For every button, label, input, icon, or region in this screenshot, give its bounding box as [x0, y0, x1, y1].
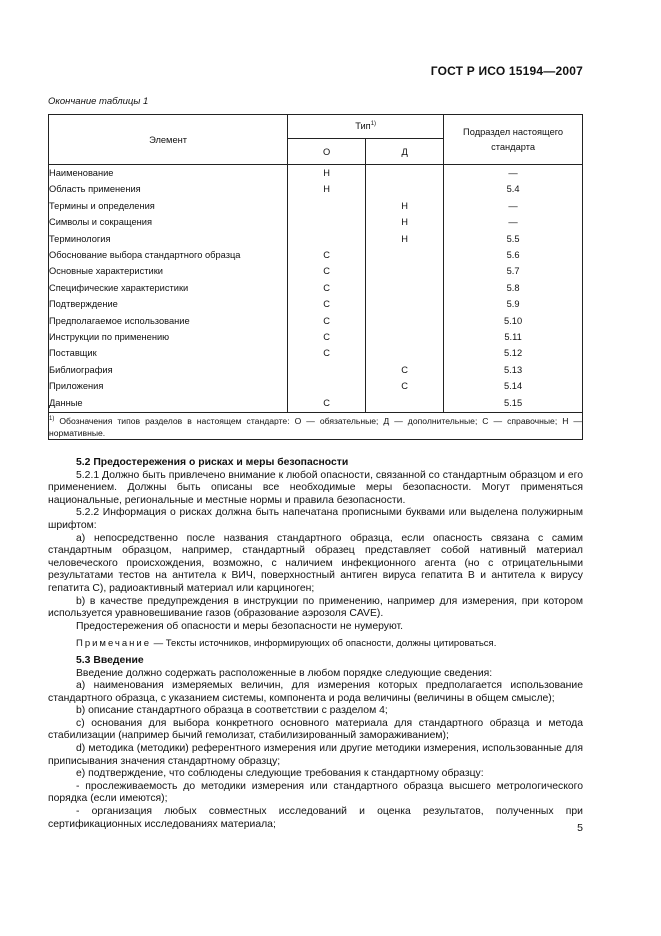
table-caption: Окончание таблицы 1	[48, 96, 149, 107]
table-row	[49, 247, 583, 263]
paragraph-5-3-intro: Введение должно содержать расположенные в любом порядке следующие сведения:	[76, 667, 493, 679]
cell-subsection: 5.14	[444, 378, 583, 394]
body-text	[48, 457, 583, 831]
cell-type-o: С	[288, 247, 366, 263]
page-number: 5	[577, 822, 583, 834]
table-header	[49, 115, 583, 165]
table-row	[49, 165, 583, 182]
table-row	[49, 181, 583, 197]
cell-type-o: С	[288, 395, 366, 413]
table-row	[49, 214, 583, 230]
cell-type-d: Н	[366, 231, 444, 247]
list-item-d: d) методика (методики) референтного измерения или другие методики измерения, использованные для приписывания значения стандартному образцу;	[48, 743, 583, 767]
footnote-reference: 1)	[370, 121, 377, 128]
cell-subsection: 5.6	[444, 247, 583, 263]
cell-element: Инструкции по применению	[49, 329, 288, 345]
table-row	[49, 313, 583, 329]
column-header-type: Тип$^{1)}$	[288, 115, 444, 139]
cell-type-d	[366, 345, 444, 361]
column-header-element: Элемент	[49, 115, 288, 165]
table-row	[49, 231, 583, 247]
cell-element: Приложения	[49, 378, 288, 394]
list-item-b: b) в качестве предупреждения в инструкции по применению, например для измерения, при котором используется уравновешивание газов (образование аэрозоля CAVE).	[48, 595, 583, 620]
cell-type-d	[366, 313, 444, 329]
cell-type-o: С	[288, 280, 366, 296]
cell-type-d: С	[366, 378, 444, 394]
column-header-o: О	[288, 139, 366, 165]
cell-subsection: 5.4	[444, 181, 583, 197]
table-row	[49, 345, 583, 361]
cell-type-d	[366, 329, 444, 345]
cell-type-o	[288, 231, 366, 247]
paragraph-no-numbering: Предостережения об опасности и меры безопасности не нумеруют.	[76, 620, 404, 632]
sub-list-item: - организация любых совместных исследований и оценка результатов, полученных при сертификационных исследованиях материала;	[48, 806, 583, 830]
table-row	[49, 329, 583, 345]
table-row	[49, 362, 583, 378]
cell-type-d	[366, 263, 444, 279]
table-row	[49, 378, 583, 394]
list-item-b: b) описание стандартного образца в соответствии с разделом 4;	[76, 705, 388, 717]
cell-element: Предполагаемое использование	[49, 313, 288, 329]
cell-element: Область применения	[49, 181, 288, 197]
note-label: Примечание	[76, 638, 151, 650]
cell-type-d: Н	[366, 198, 444, 214]
cell-subsection: 5.12	[444, 345, 583, 361]
table-row	[49, 296, 583, 312]
cell-type-d	[366, 395, 444, 413]
cell-element: Поставщик	[49, 345, 288, 361]
cell-subsection: —	[444, 165, 583, 182]
cell-element: Данные	[49, 395, 288, 413]
cell-type-o: С	[288, 329, 366, 345]
column-header-d: Д	[366, 139, 444, 165]
cell-type-d	[366, 280, 444, 296]
note-text: — Тексты источников, информирующих об опасности, должны цитироваться.	[151, 638, 497, 650]
cell-subsection: 5.10	[444, 313, 583, 329]
list-item-a: а) наименования измеряемых величин, для измерения которых предполагается использование стандартного образца, с указанием системы, компонента и рода величины (величины в общем смысле);	[48, 680, 583, 704]
note	[48, 638, 583, 651]
cell-subsection: 5.11	[444, 329, 583, 345]
cell-element: Терминология	[49, 231, 288, 247]
cell-subsection: 5.5	[444, 231, 583, 247]
list-item-c: с) основания для выбора конкретного основного материала для стандартного образца и метода стабилизации (например бычий гемолизат, стабилизированный замораживанием);	[48, 717, 583, 742]
cell-type-o	[288, 198, 366, 214]
section-title-5-3: 5.3 Введение	[76, 654, 144, 666]
cell-element: Подтверждение	[49, 296, 288, 312]
table-body	[49, 165, 583, 413]
cell-subsection: 5.8	[444, 280, 583, 296]
list-item-e: е) подтверждение, что соблюдены следующие требования к стандартному образцу:	[76, 768, 484, 780]
list-item-a: а) непосредственно после названия стандартного образца, если опасность связана с самим стандартным образцом, например, стандартный образец представляет собой нативный материал человеческого происхождения, возможно, с наличием инфекционного агента (но с отрицательными результатами тестов на антитела к ВИЧ, поверхностный антиген вируса гепатита В и антитела к вирусу гепатита С), радиоактивный материал или карциноген;	[48, 532, 583, 594]
cell-type-d: Н	[366, 214, 444, 230]
section-title-5-2: 5.2 Предостережения о рисках и меры безопасности	[76, 457, 349, 468]
sub-list-item: - прослеживаемость до методики измерения или стандартного образца высшего метрологического порядка (если имеются);	[48, 780, 583, 805]
cell-type-o	[288, 214, 366, 230]
cell-type-d	[366, 247, 444, 263]
cell-subsection: 5.13	[444, 362, 583, 378]
table-row	[49, 263, 583, 279]
table-row	[49, 395, 583, 413]
document-header: ГОСТ Р ИСО 15194—2007	[430, 64, 583, 78]
cell-subsection: 5.15	[444, 395, 583, 413]
cell-type-d: С	[366, 362, 444, 378]
column-header-subsection: Подраздел настоящего стандарта	[444, 115, 583, 165]
cell-type-o: С	[288, 263, 366, 279]
paragraph-5-2-1: 5.2.1 Должно быть привлечено внимание к любой опасности, связанной со стандартным образцом и его применением. Должны быть описаны все необходимые меры безопасности. Могут применяться национальные, региональные и местные нормы и правила безопасности.	[48, 469, 583, 506]
cell-type-d	[366, 165, 444, 182]
cell-element: Специфические характеристики	[49, 280, 288, 296]
cell-element: Библиография	[49, 362, 288, 378]
elements-table	[48, 114, 583, 440]
cell-element: Символы и сокращения	[49, 214, 288, 230]
cell-type-o: С	[288, 345, 366, 361]
cell-subsection: 5.9	[444, 296, 583, 312]
cell-subsection: —	[444, 214, 583, 230]
cell-subsection: —	[444, 198, 583, 214]
cell-element: Обоснование выбора стандартного образца	[49, 247, 288, 263]
cell-element: Термины и определения	[49, 198, 288, 214]
cell-type-d	[366, 296, 444, 312]
table-footnote: $^{1)}$ Обозначения типов разделов в настоящем стандарте: О — обязательные; Д — дополнительные; С — справочные; Н — нормативные.	[49, 413, 583, 440]
cell-type-o	[288, 378, 366, 394]
cell-type-d	[366, 181, 444, 197]
paragraph-5-2-2: 5.2.2 Информация о рисках должна быть напечатана прописными буквами или выделена полужирным шрифтом:	[48, 507, 583, 531]
cell-type-o: Н	[288, 181, 366, 197]
table-row	[49, 280, 583, 296]
cell-type-o	[288, 362, 366, 378]
cell-subsection: 5.7	[444, 263, 583, 279]
cell-element: Основные характеристики	[49, 263, 288, 279]
cell-element: Наименование	[49, 165, 288, 182]
table-row	[49, 198, 583, 214]
cell-type-o: С	[288, 296, 366, 312]
cell-type-o: С	[288, 313, 366, 329]
cell-type-o: Н	[288, 165, 366, 182]
